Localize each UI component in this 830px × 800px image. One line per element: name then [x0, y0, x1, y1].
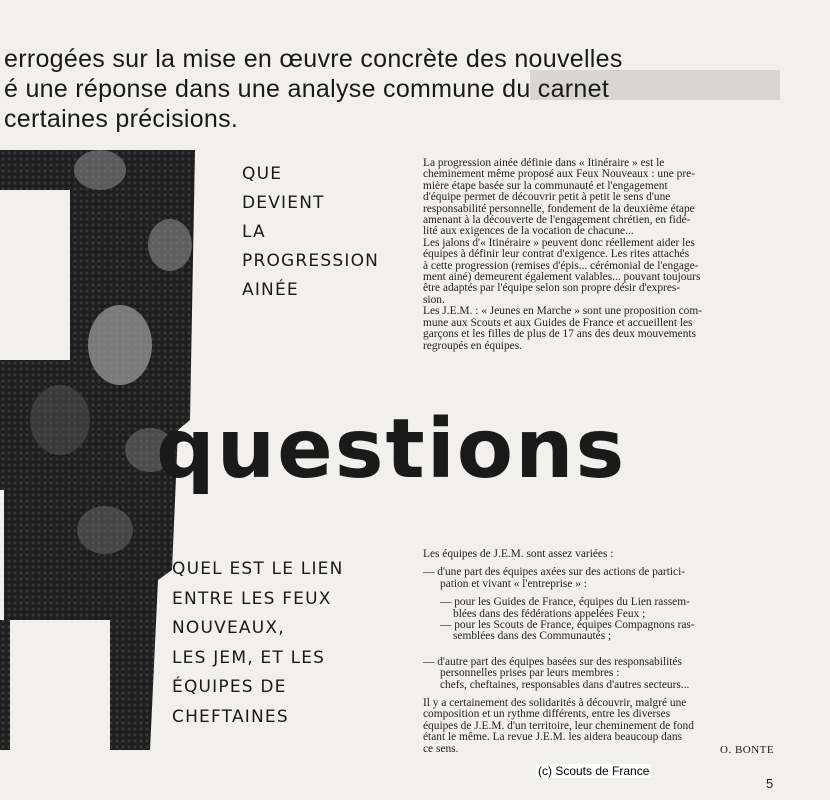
text-line: mière étape basée sur la communauté et l'engagement — [423, 179, 668, 192]
heading-line: LA — [242, 222, 266, 242]
page-number: 5 — [766, 776, 774, 791]
text-line: semblées dans des Communautés ; — [453, 630, 612, 643]
text-line: amenant à la découverte de l'engagement chrétien, en fidé- — [423, 214, 691, 227]
author-signature: O. BONTE — [720, 744, 775, 756]
text-line: étant le même. La revue J.E.M. les aidera beaucoup dans — [423, 731, 683, 744]
text-line: être adaptés par l'équipe selon son propre désir d'expres- — [423, 282, 681, 295]
text-line: Il y a certainement des solidarités à découvrir, malgré une — [423, 697, 687, 710]
text-line: Les jalons d'« Itinéraire » peuvent donc réellement aider les — [423, 236, 695, 249]
text-line: — pour les Scouts de France, équipes Compagnons ras- — [440, 619, 695, 632]
text-line: — pour les Guides de France, équipes du Lien rassem- — [440, 596, 690, 609]
text-line: à cette progression (remises d'épis... cérémonial de l'engage- — [423, 259, 699, 272]
heading-line: AINÉE — [242, 280, 299, 300]
heading-line: PROGRESSION — [242, 251, 380, 271]
text-line: cheminement même proposé aux Feux Nouveaux : une pre- — [423, 168, 696, 181]
text-line: responsabilité personnelle, fondement de la deuxième étape — [423, 202, 695, 215]
copyright-credit: (c) Scouts de France — [538, 764, 650, 778]
text-line: ment ainé) demeurent également valables... pouvant toujours — [423, 271, 701, 284]
questions-headline: questions — [156, 402, 627, 497]
heading-line: QUE — [242, 164, 283, 184]
heading-line: DEVIENT — [242, 193, 325, 213]
heading-line: NOUVEAUX, — [172, 618, 285, 638]
section-heading-progression — [242, 160, 379, 305]
text-line: La progression ainée définie dans « Itinéraire » est le — [423, 157, 665, 169]
text-line: Les équipes de J.E.M. sont assez variées : — [423, 548, 614, 560]
text-line: garçons et les filles de plus de 17 ans des deux mouvements — [423, 328, 696, 341]
section-heading-lien — [172, 555, 344, 732]
text-line: — d'une part des équipes axées sur des actions de partici- — [423, 566, 686, 579]
text-line: blées dans des fédérations appelées Feux ; — [453, 607, 646, 620]
body-text-lien — [423, 549, 695, 755]
text-line: regroupés en équipes. — [423, 339, 523, 352]
text-line: composition et un rythme différents, entre les diverses — [423, 708, 671, 721]
text-line: — d'autre part des équipes basées sur des responsabilités — [423, 655, 682, 668]
intro-paragraph — [4, 44, 794, 134]
heading-line: QUEL EST LE LIEN — [172, 559, 344, 579]
text-line: ce sens. — [423, 742, 459, 755]
text-line: lité aux exigences de la vocation de chacune... — [423, 225, 634, 238]
intro-line: é une réponse dans une analyse commune du carnet — [4, 75, 610, 103]
intro-line: errogées sur la mise en œuvre concrète des nouvelles — [4, 45, 623, 73]
text-line: équipes à définir leur contrat d'exigence. Les rites attachés — [423, 248, 690, 261]
text-line: chefs, cheftaines, responsables dans d'autres secteurs... — [440, 678, 690, 691]
body-text-progression — [423, 158, 702, 352]
heading-line: ÉQUIPES DE — [172, 677, 287, 697]
text-line: d'équipe permet de découvrir petit à petit le sens d'une — [423, 191, 671, 204]
text-line: sion. — [423, 293, 445, 306]
text-line: pation et vivant « l'entreprise » : — [440, 577, 587, 590]
heading-line: ENTRE LES FEUX — [172, 588, 332, 609]
text-line: mune aux Scouts et aux Guides de France et accueillent les — [423, 316, 693, 329]
text-line: Les J.E.M. : « Jeunes en Marche » sont une proposition com- — [423, 305, 703, 318]
heading-line: LES JEM, ET LES — [172, 647, 326, 668]
text-line: personnelles prises par leurs membres : — [440, 667, 620, 680]
heading-line: CHEFTAINES — [172, 706, 289, 727]
intro-line: certaines précisions. — [4, 105, 239, 133]
text-line: équipes de J.E.M. d'un territoire, leur cheminement de fond — [423, 719, 694, 732]
